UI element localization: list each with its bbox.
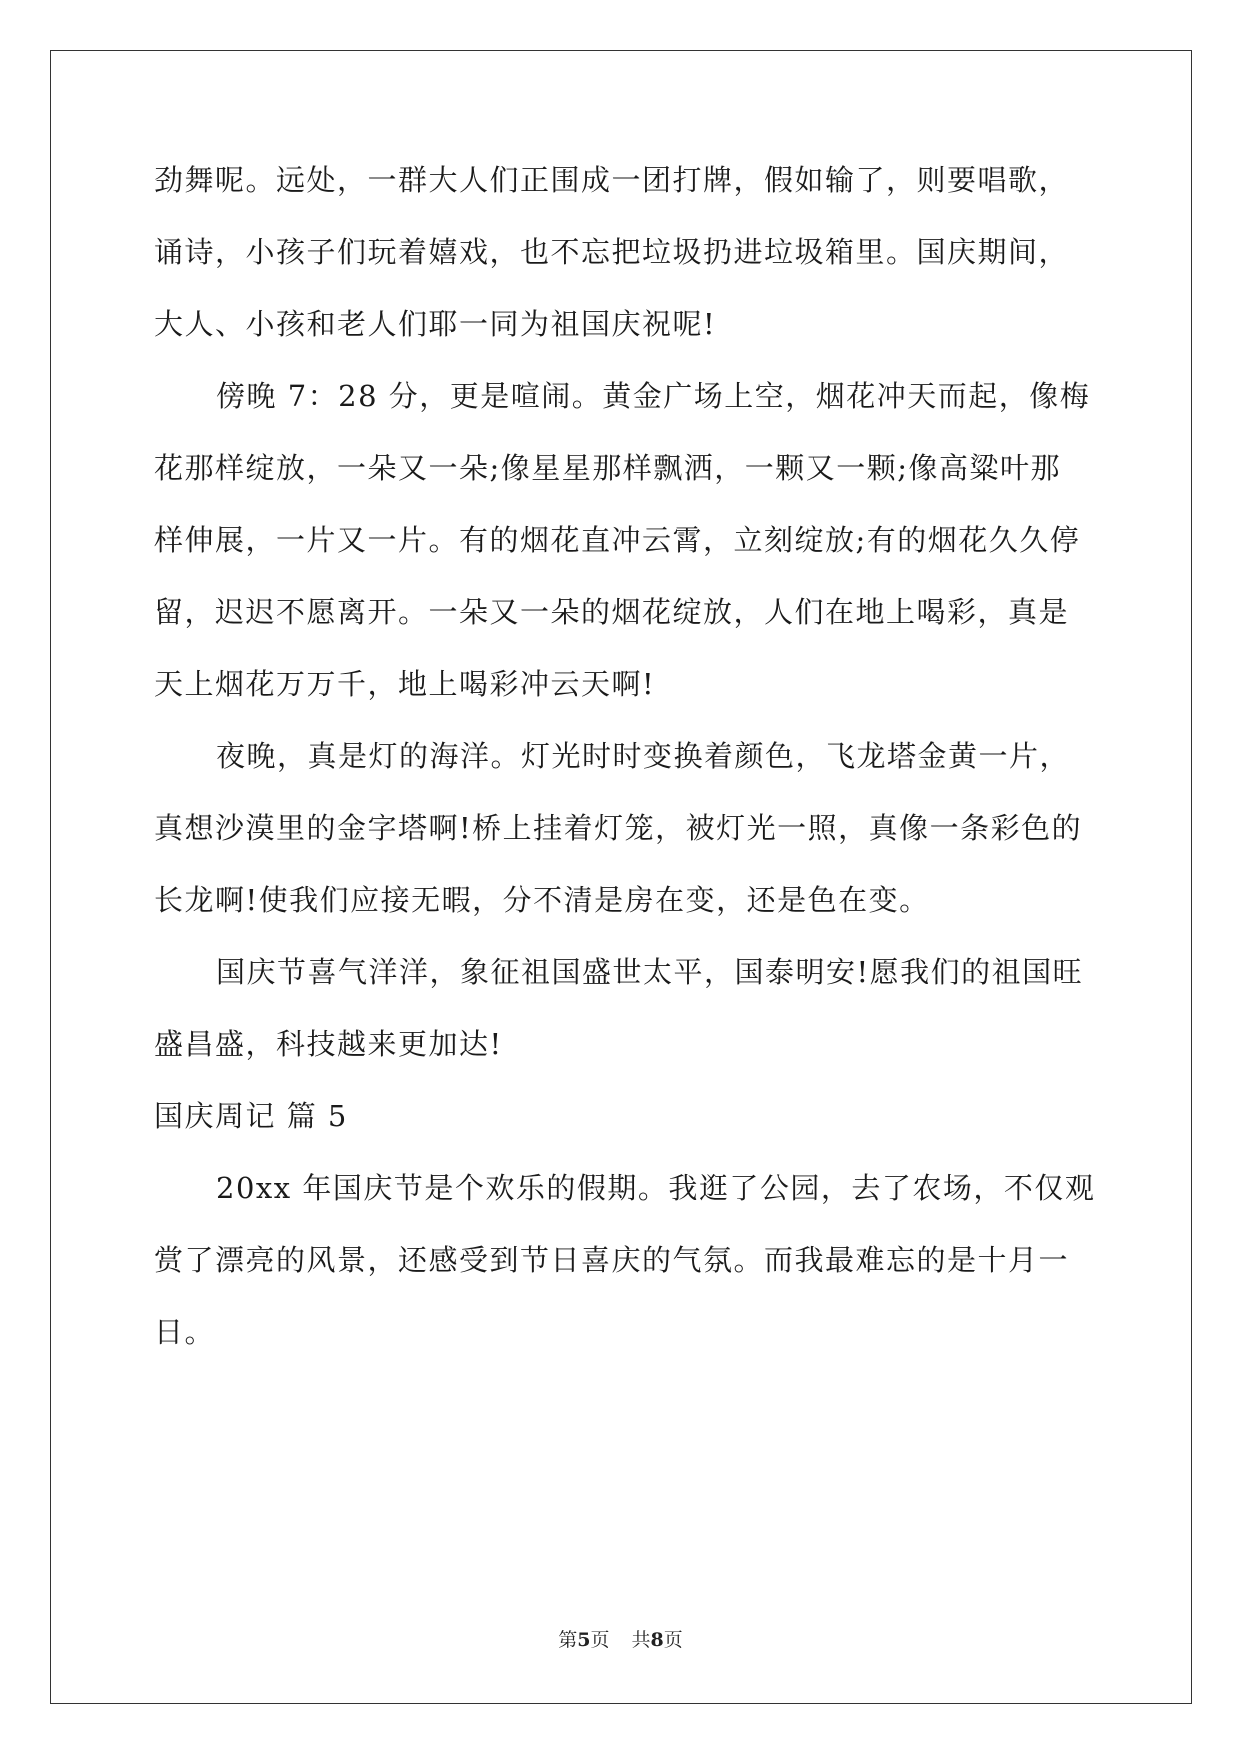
text-line: 盛昌盛，科技越来更加达!: [154, 1027, 503, 1061]
text-line: 劲舞呢。远处，一群大人们正围成一团打牌，假如输了，则要唱歌，: [154, 163, 1070, 197]
text-line: 赏了漂亮的风景，还感受到节日喜庆的气氛。而我最难忘的是十月一: [154, 1243, 1070, 1277]
total-unit: 页: [663, 1629, 683, 1651]
page-border: [50, 50, 1192, 1704]
paragraph-first-line: 20xx 年国庆节是个欢乐的假期。我逛了公园，去了农场，不仅观: [216, 1171, 1096, 1205]
section-heading: 国庆周记 篇 5: [154, 1099, 348, 1133]
page-prefix: 第: [558, 1629, 578, 1651]
text-line: 长龙啊!使我们应接无暇，分不清是房在变，还是色在变。: [154, 883, 930, 917]
paragraph-first-line: 夜晚，真是灯的海洋。灯光时时变换着颜色，飞龙塔金黄一片，: [216, 739, 1071, 773]
text-line: 诵诗，小孩子们玩着嬉戏，也不忘把垃圾扔进垃圾箱里。国庆期间，: [154, 235, 1070, 269]
paragraph-first-line: 国庆节喜气洋洋，象征祖国盛世太平，国泰明安!愿我们的祖国旺: [216, 955, 1084, 989]
page-unit: 页: [590, 1629, 610, 1651]
current-page-number: 5: [577, 1629, 591, 1651]
text-line: 真想沙漠里的金字塔啊!桥上挂着灯笼，被灯光一照，真像一条彩色的: [154, 811, 1083, 845]
total-pages-number: 8: [650, 1629, 664, 1651]
text-line: 花那样绽放，一朵又一朵;像星星那样飘洒，一颗又一颗;像高粱叶那: [154, 451, 1062, 485]
text-line: 留，迟迟不愿离开。一朵又一朵的烟花绽放，人们在地上喝彩，真是: [154, 595, 1070, 629]
text-line: 大人、小孩和老人们耶一同为祖国庆祝呢!: [154, 307, 717, 341]
paragraph-first-line: 傍晚 7：28 分，更是喧闹。黄金广场上空，烟花冲天而起，像梅: [216, 379, 1091, 413]
page-footer: [0, 1625, 1241, 1652]
total-prefix: 共: [631, 1629, 651, 1651]
text-line: 样伸展，一片又一片。有的烟花直冲云霄，立刻绽放;有的烟花久久停: [154, 523, 1081, 557]
text-line: 日。: [154, 1315, 216, 1349]
text-line: 天上烟花万万千，地上喝彩冲云天啊!: [154, 667, 656, 701]
